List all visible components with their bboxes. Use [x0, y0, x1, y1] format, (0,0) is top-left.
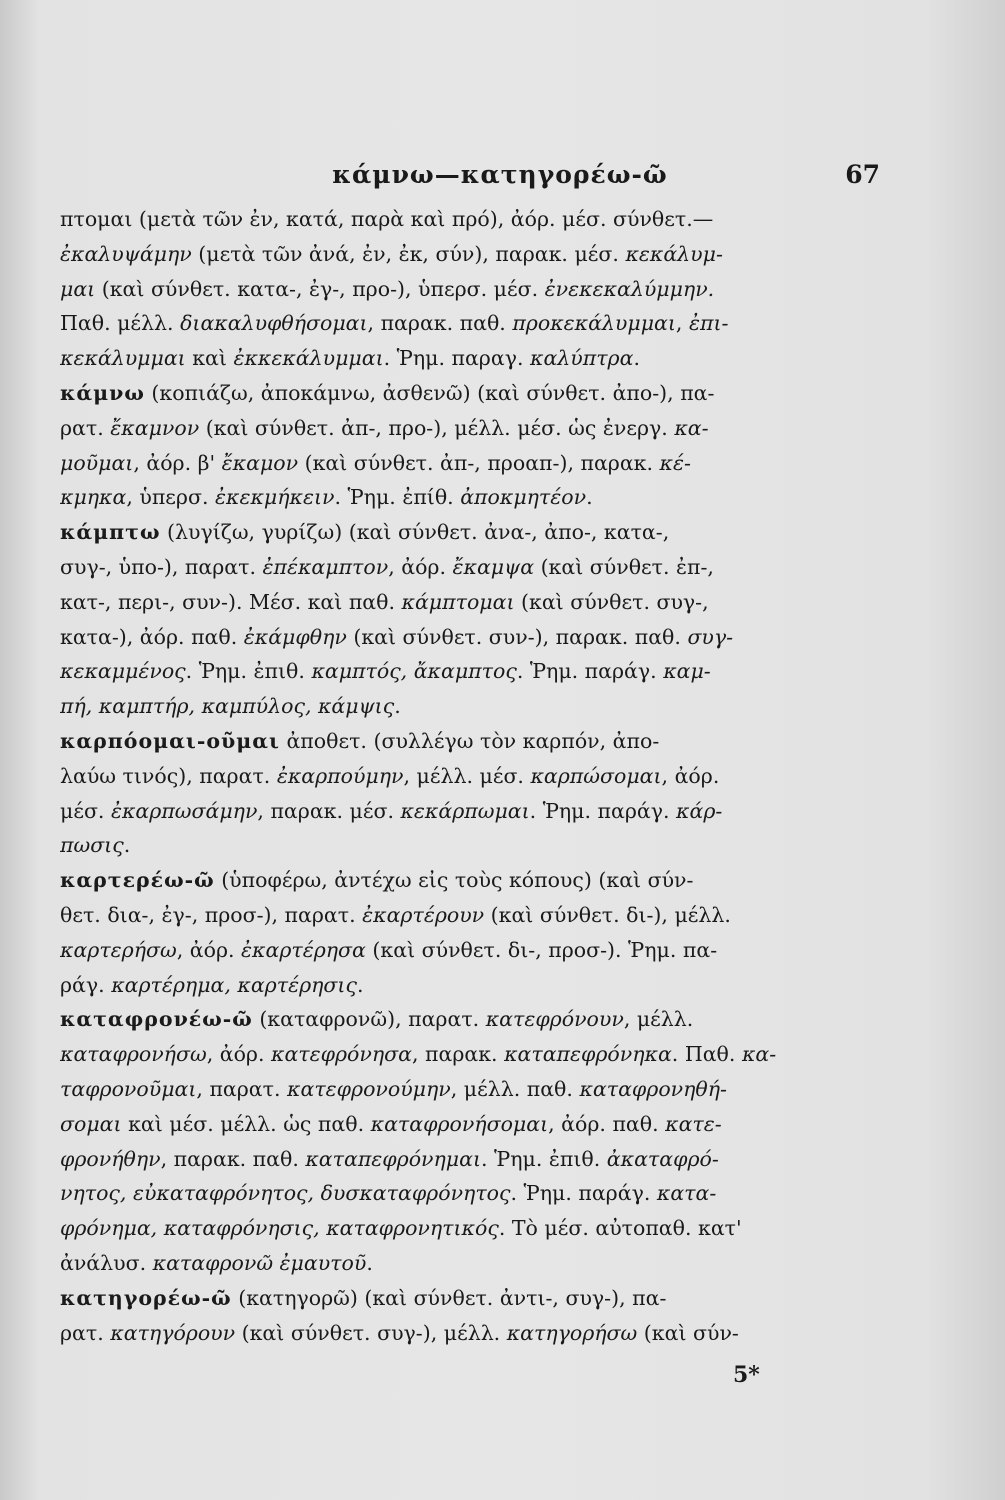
text-segment: θετ. δια-, ἐγ-, προσ-), παρατ. — [60, 902, 363, 927]
text-segment: . — [366, 1250, 373, 1275]
greek-form: καλύπτρα — [530, 346, 634, 371]
text-line — [60, 550, 830, 585]
greek-form: προκεκάλυμμαι — [512, 311, 676, 336]
text-segment: . Παθ. — [671, 1042, 742, 1067]
text-segment: . Τὸ μέσ. αὐτοπαθ. κατ' — [498, 1216, 742, 1241]
greek-form: καρτέρημα, καρτέρησις — [111, 972, 357, 997]
greek-form: μοῦμαι — [60, 450, 134, 475]
text-line — [60, 411, 830, 446]
text-segment: (καὶ σύνθετ. ἐπ-, — [534, 554, 714, 579]
greek-form: κατηγορήσω — [506, 1320, 638, 1345]
greek-form: πή, καμπτήρ, καμπύλος, κάμψις — [60, 694, 395, 719]
text-line — [60, 1281, 830, 1316]
text-line — [60, 515, 830, 550]
text-segment: . Ῥημ. ἐπίθ. — [334, 485, 461, 510]
greek-form: κάρ- — [676, 798, 723, 823]
greek-form: κμηκα — [60, 485, 127, 510]
text-segment: κατα-), ἀόρ. παθ. — [60, 624, 244, 649]
greek-form: καταφρονῶ ἐμαυτοῦ — [152, 1250, 367, 1275]
greek-form: πωσις — [60, 833, 124, 858]
greek-form: καταπεφρόνηκα — [504, 1042, 672, 1067]
greek-form: ἐνεκεκαλύμμην. — [544, 276, 715, 301]
text-segment: , μέλλ. μέσ. — [403, 763, 531, 788]
text-line — [60, 1107, 830, 1142]
greek-form: μαι — [60, 276, 96, 301]
greek-form: ἐκαρτέρησα — [241, 937, 366, 962]
text-line — [60, 585, 830, 620]
text-segment: , — [675, 311, 689, 336]
greek-form: κεκάλυμ- — [625, 241, 723, 266]
greek-form: καταφρονήσομαι — [370, 1111, 549, 1136]
text-line — [60, 446, 830, 481]
text-segment: μέσ. — [60, 798, 111, 823]
text-segment: , ἀόρ. — [206, 1042, 271, 1067]
greek-form: ἐκαρτέρουν — [362, 902, 485, 927]
greek-form: καταφρονηθή- — [579, 1076, 727, 1101]
text-segment: , παρατ. — [196, 1076, 288, 1101]
text-line — [60, 863, 830, 898]
greek-form: ἐπι- — [688, 311, 729, 336]
text-segment: . Ῥημ. παράγ. — [510, 1181, 657, 1206]
greek-form: κατεφρόνουν — [485, 1007, 624, 1032]
greek-form: ἐκκεκάλυμμαι — [233, 346, 384, 371]
text-segment: , ἀόρ. — [388, 554, 453, 579]
text-segment: (κοπιάζω, ἀποκάμνω, ἀσθενῶ) (καὶ σύνθετ. ἀπο-), πα- — [144, 380, 715, 405]
text-segment: (μετὰ τῶν ἀνά, ἐν, ἐκ, σύν), παρακ. μέσ. — [191, 241, 626, 266]
text-segment: . Ῥημ. παράγ. — [529, 798, 677, 823]
text-segment: (καταφρονῶ), παρατ. — [252, 1007, 486, 1032]
text-segment: (καὶ σύνθετ. συγ-), μέλλ. — [235, 1320, 507, 1345]
text-line — [60, 1316, 830, 1351]
text-segment: ἀποθετ. (συλλέγω τὸν καρπόν, ἀπο- — [279, 728, 660, 753]
text-line — [60, 1211, 830, 1246]
greek-form: ἐκαλυψάμην — [60, 241, 192, 266]
greek-form: κεκάρπωμαι — [400, 798, 530, 823]
greek-form: ἔκαμον — [221, 450, 299, 475]
text-segment: (καὶ σύνθετ. συγ-, — [514, 589, 709, 614]
dictionary-text — [60, 202, 830, 1350]
text-segment: (καὶ σύνθετ. κατα-, ἐγ-, προ-), ὑπερσ. μέσ. — [95, 276, 545, 301]
text-line — [60, 620, 830, 655]
text-line — [60, 689, 830, 724]
greek-form: κεκάλυμμαι — [60, 346, 186, 371]
text-segment: . — [356, 972, 364, 997]
text-line — [60, 1142, 830, 1177]
greek-form: κατε- — [665, 1111, 722, 1136]
greek-form: καταπεφρόνημαι — [305, 1146, 482, 1171]
text-segment: . — [633, 346, 640, 371]
greek-form: ἔκαμψα — [452, 554, 535, 579]
text-segment: ρατ. — [60, 1320, 111, 1345]
text-segment: , ἀόρ. — [176, 937, 242, 962]
greek-form: καρτερήσω — [60, 937, 177, 962]
text-line — [60, 828, 830, 863]
text-segment: ρατ. — [60, 415, 111, 440]
text-line — [60, 898, 830, 933]
greek-form: κατηγόρουν — [110, 1320, 236, 1345]
headword: καρτερέω-ῶ — [60, 868, 215, 893]
text-segment: κατ-, περι-, συν-). Μέσ. καὶ παθ. — [60, 589, 402, 614]
text-line — [60, 1002, 830, 1037]
text-segment: , ἀόρ. — [661, 763, 720, 788]
page-number: 67 — [845, 160, 880, 189]
text-segment: πτομαι (μετὰ τῶν ἐν, κατά, παρὰ καὶ πρό), ἀόρ. μέσ. σύνθετ.— — [60, 207, 714, 231]
text-line — [60, 480, 830, 515]
text-line — [60, 202, 830, 237]
text-line — [60, 1246, 830, 1281]
greek-form: ἔκαμνον — [110, 415, 200, 440]
greek-form: φρονήθην — [60, 1146, 161, 1171]
greek-form: ἐκαρπωσάμην — [110, 798, 258, 823]
greek-form: κατεφρόνησα — [271, 1042, 412, 1067]
greek-form: κα- — [741, 1042, 777, 1067]
greek-form: ταφρονοῦμαι — [60, 1076, 197, 1101]
text-segment: (καὶ σύνθετ. ἀπ-, προ-), μέλλ. μέσ. ὡς ἐνεργ. — [199, 415, 675, 440]
greek-form: ἐκεκμήκειν — [215, 485, 335, 510]
headword: κατηγορέω-ῶ — [60, 1285, 232, 1310]
text-segment: (κατηγορῶ) (καὶ σύνθετ. ἀντι-, συγ-), πα- — [231, 1285, 667, 1310]
text-segment: , ἀόρ. παθ. — [548, 1111, 666, 1136]
text-segment: (καὶ σύνθετ. δι-, προσ-). Ῥημ. πα- — [365, 937, 718, 962]
text-line — [60, 341, 830, 376]
greek-form: συγ- — [687, 624, 734, 649]
text-line — [60, 968, 830, 1003]
text-segment: , ἀόρ. β' — [133, 450, 222, 475]
text-segment: ἀνάλυσ. — [60, 1250, 153, 1275]
text-line — [60, 272, 830, 307]
text-line — [60, 654, 830, 689]
text-segment: , παρακ. — [411, 1042, 505, 1067]
text-segment: . — [394, 694, 401, 719]
greek-form: διακαλυφθήσομαι — [180, 311, 368, 336]
signature-mark: 5* — [733, 1362, 760, 1388]
text-line — [60, 724, 830, 759]
text-segment: ράγ. — [60, 972, 112, 997]
text-segment: . — [586, 485, 593, 510]
text-segment: (ὑποφέρω, ἀντέχω εἰς τοὺς κόπους) (καὶ σύν- — [214, 868, 694, 893]
page-header — [60, 160, 940, 200]
greek-form: κάμπτομαι — [401, 589, 515, 614]
headword: κάμνω — [60, 380, 145, 405]
text-segment: καὶ — [185, 346, 234, 371]
text-segment: (καὶ σύν- — [637, 1320, 739, 1345]
greek-form: κέ- — [659, 450, 691, 475]
greek-form: καταφρονήσω — [60, 1042, 207, 1067]
text-line — [60, 237, 830, 272]
greek-form: κα- — [674, 415, 709, 440]
greek-form: καμπτός, ἄκαμπτος — [311, 659, 517, 684]
headword: καρπόομαι-οῦμαι — [60, 728, 280, 753]
text-segment: (καὶ σύνθετ. συν-), παρακ. παθ. — [346, 624, 688, 649]
text-line — [60, 376, 830, 411]
greek-form: ἐπέκαμπτον — [262, 554, 389, 579]
text-segment: . Ῥημ. ἐπιθ. — [185, 659, 312, 684]
text-segment: λαύω τινός), παρατ. — [60, 763, 277, 788]
text-line — [60, 1037, 830, 1072]
text-segment: Παθ. μέλλ. — [60, 311, 181, 336]
text-line — [60, 1072, 830, 1107]
greek-form: κατεφρονούμην — [287, 1076, 451, 1101]
text-line — [60, 1176, 830, 1211]
text-segment: συγ-, ὑπο-), παρατ. — [60, 554, 263, 579]
text-segment: , παρακ. παθ. — [160, 1146, 306, 1171]
text-segment: . Ῥημ. παραγ. — [383, 346, 530, 371]
greek-form: ἐκαρπούμην — [276, 763, 404, 788]
running-head: κάμνω—κατηγορέω-ῶ — [332, 160, 668, 189]
greek-form: ἀκαταφρό- — [606, 1146, 719, 1171]
greek-form: ἐκάμφθην — [243, 624, 347, 649]
text-segment: . — [123, 833, 131, 858]
text-line — [60, 759, 830, 794]
text-segment: . Ῥημ. παράγ. — [516, 659, 664, 684]
text-segment: καὶ μέσ. μέλλ. ὡς παθ. — [121, 1111, 371, 1136]
greek-form: σομαι — [60, 1111, 122, 1136]
greek-form: καμ- — [663, 659, 711, 684]
text-segment: , ὑπερσ. — [126, 485, 216, 510]
greek-form: φρόνημα, καταφρόνησις, καταφρονητικός — [60, 1216, 499, 1241]
text-line — [60, 933, 830, 968]
greek-form: κατα- — [656, 1181, 717, 1206]
greek-form: ἀποκμητέον — [460, 485, 587, 510]
greek-form: καρπώσομαι — [530, 763, 662, 788]
greek-form: νητος, εὐκαταφρόνητος, δυσκαταφρόνητος — [60, 1181, 511, 1206]
text-segment: , παρακ. παθ. — [367, 311, 513, 336]
text-line — [60, 794, 830, 829]
text-line — [60, 306, 830, 341]
greek-form: κεκαμμένος — [60, 659, 186, 684]
headword: κάμπτω — [60, 520, 161, 545]
text-segment: , μέλλ. — [623, 1007, 694, 1032]
text-segment: (καὶ σύνθετ. δι-), μέλλ. — [484, 902, 731, 927]
text-segment: . Ῥημ. ἐπιθ. — [481, 1146, 607, 1171]
text-segment: , παρακ. μέσ. — [257, 798, 401, 823]
headword: καταφρονέω-ῶ — [60, 1007, 253, 1032]
text-segment: (λυγίζω, γυρίζω) (καὶ σύνθετ. ἀνα-, ἀπο-, κατα-, — [160, 520, 670, 545]
text-segment: , μέλλ. παθ. — [450, 1076, 580, 1101]
text-segment: (καὶ σύνθετ. ἀπ-, προαπ-), παρακ. — [298, 450, 660, 475]
